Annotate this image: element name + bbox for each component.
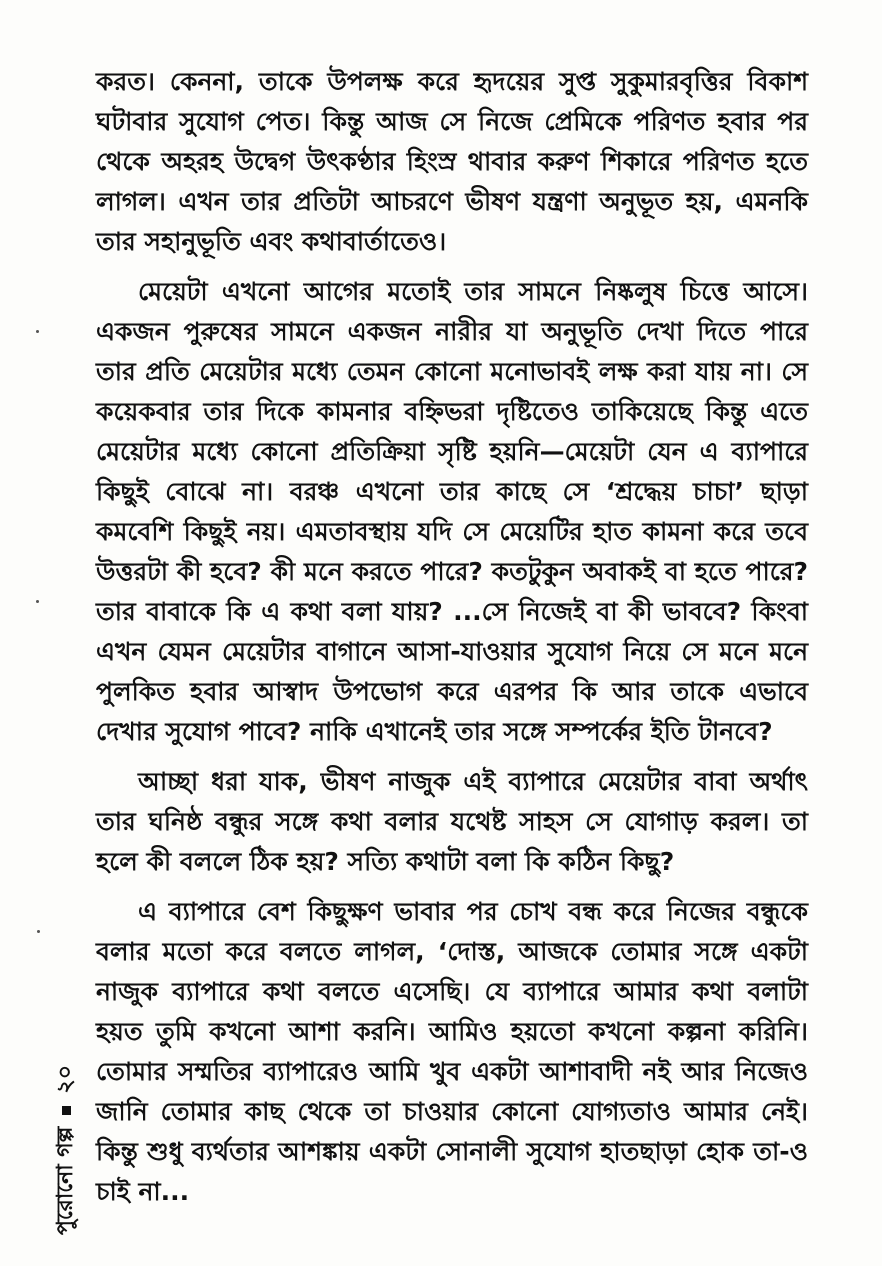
paragraph: মেয়েটা এখনো আগের মতোই তার সামনে নিষ্কলুষ চিত্তে আসে। একজন পুরুষের সামনে একজন নারীর যা অনুভূতি দেখা দিতে পারে তার প্রতি মেয়েটার মধ্যে তেমন কোনো মনোভাবই লক্ষ করা যায় না। সে কয়েকবার তার দিকে কামনার বহ্নিভরা দৃষ্টিতেও তাকিয়েছে কিন্তু এতে মেয়েটার মধ্যে কোনো প্রতিক্রিয়া সৃষ্টি হয়নি—মেয়েটা যেন এ ব্যাপারে কিছুই বোঝে না। বরঞ্চ এখনো তার কাছে সে ‘শ্রদ্ধেয় চাচা’ ছাড়া কমবেশি কিছুই নয়। এমতাবস্থায় যদি সে মেয়েটির হাত কামনা করে তবে উত্তরটা কী হবে? কী মনে করতে পারে? কতটুকুন অবাকই বা হতে পারে? তার বাবাকে কি এ কথা বলা যায়? ...সে নিজেই বা কী ভাববে? কিংবা এখন যেমন মেয়েটার বাগানে আসা-যাওয়ার সুযোগ নিয়ে সে মনে মনে পুলকিত হবার আস্বাদ উপভোগ করে এরপর কি আর তাকে এভাবে দেখার সুযোগ পাবে? নাকি এখানেই তার সঙ্গে সম্পর্কের ইতি টানবে?	[96, 277, 808, 746]
paragraph: আচ্ছা ধরা যাক, ভীষণ নাজুক এই ব্যাপারে মেয়েটার বাবা অর্থাৎ তার ঘনিষ্ঠ বন্ধুর সঙ্গে কথা বলার যথেষ্ট সাহস সে যোগাড় করল। তা হলে কী বললে ঠিক হয়? সত্যি কথাটা বলা কি কঠিন কিছু?	[96, 767, 808, 876]
page-number: ২০	[53, 1065, 78, 1094]
body-text	[96, 62, 808, 1222]
paper-speck	[37, 930, 40, 933]
paper-speck	[36, 600, 39, 603]
book-title: পুরোনো গল্প	[53, 1126, 78, 1235]
paper-speck	[36, 330, 39, 333]
separator-square-icon	[62, 1106, 71, 1115]
paragraph: এ ব্যাপারে বেশ কিছুক্ষণ ভাবার পর চোখ বন্ধ করে নিজের বন্ধুকে বলার মতো করে বলতে লাগল, ‘দোস্ত, আজকে তোমার সঙ্গে একটা নাজুক ব্যাপারে কথা বলতে এসেছি। যে ব্যাপারে আমার কথা বলাটা হয়ত তুমি কখনো আশা করনি। আমিও হয়তো কখনো কল্পনা করিনি। তোমার সম্মতির ব্যাপারেও আমি খুব একটা আশাবাদী নই আর নিজেও জানি তোমার কাছ থেকে তা চাওয়ার কোনো যোগ্যতাও আমার নেই। কিন্তু শুধু ব্যর্থতার আশঙ্কায় একটা সোনালী সুযোগ হাতছাড়া হোক তা-ও চাই না...	[96, 897, 808, 1206]
paragraph: করত। কেননা, তাকে উপলক্ষ করে হৃদয়ের সুপ্ত সুকুমারবৃত্তির বিকাশ ঘটাবার সুযোগ পেত। কিন্তু আজ সে নিজে প্রেমিকে পরিণত হবার পর থেকে অহরহ উদ্বেগ উৎকণ্ঠার হিংস্র থাবার করুণ শিকারে পরিণত হতে লাগল। এখন তার প্রতিটা আচরণে ভীষণ যন্ত্রণা অনুভূত হয়, এমনকি তার সহানুভূতি এবং কথাবার্তাতেও।	[96, 67, 808, 256]
running-footer	[48, 1065, 85, 1235]
